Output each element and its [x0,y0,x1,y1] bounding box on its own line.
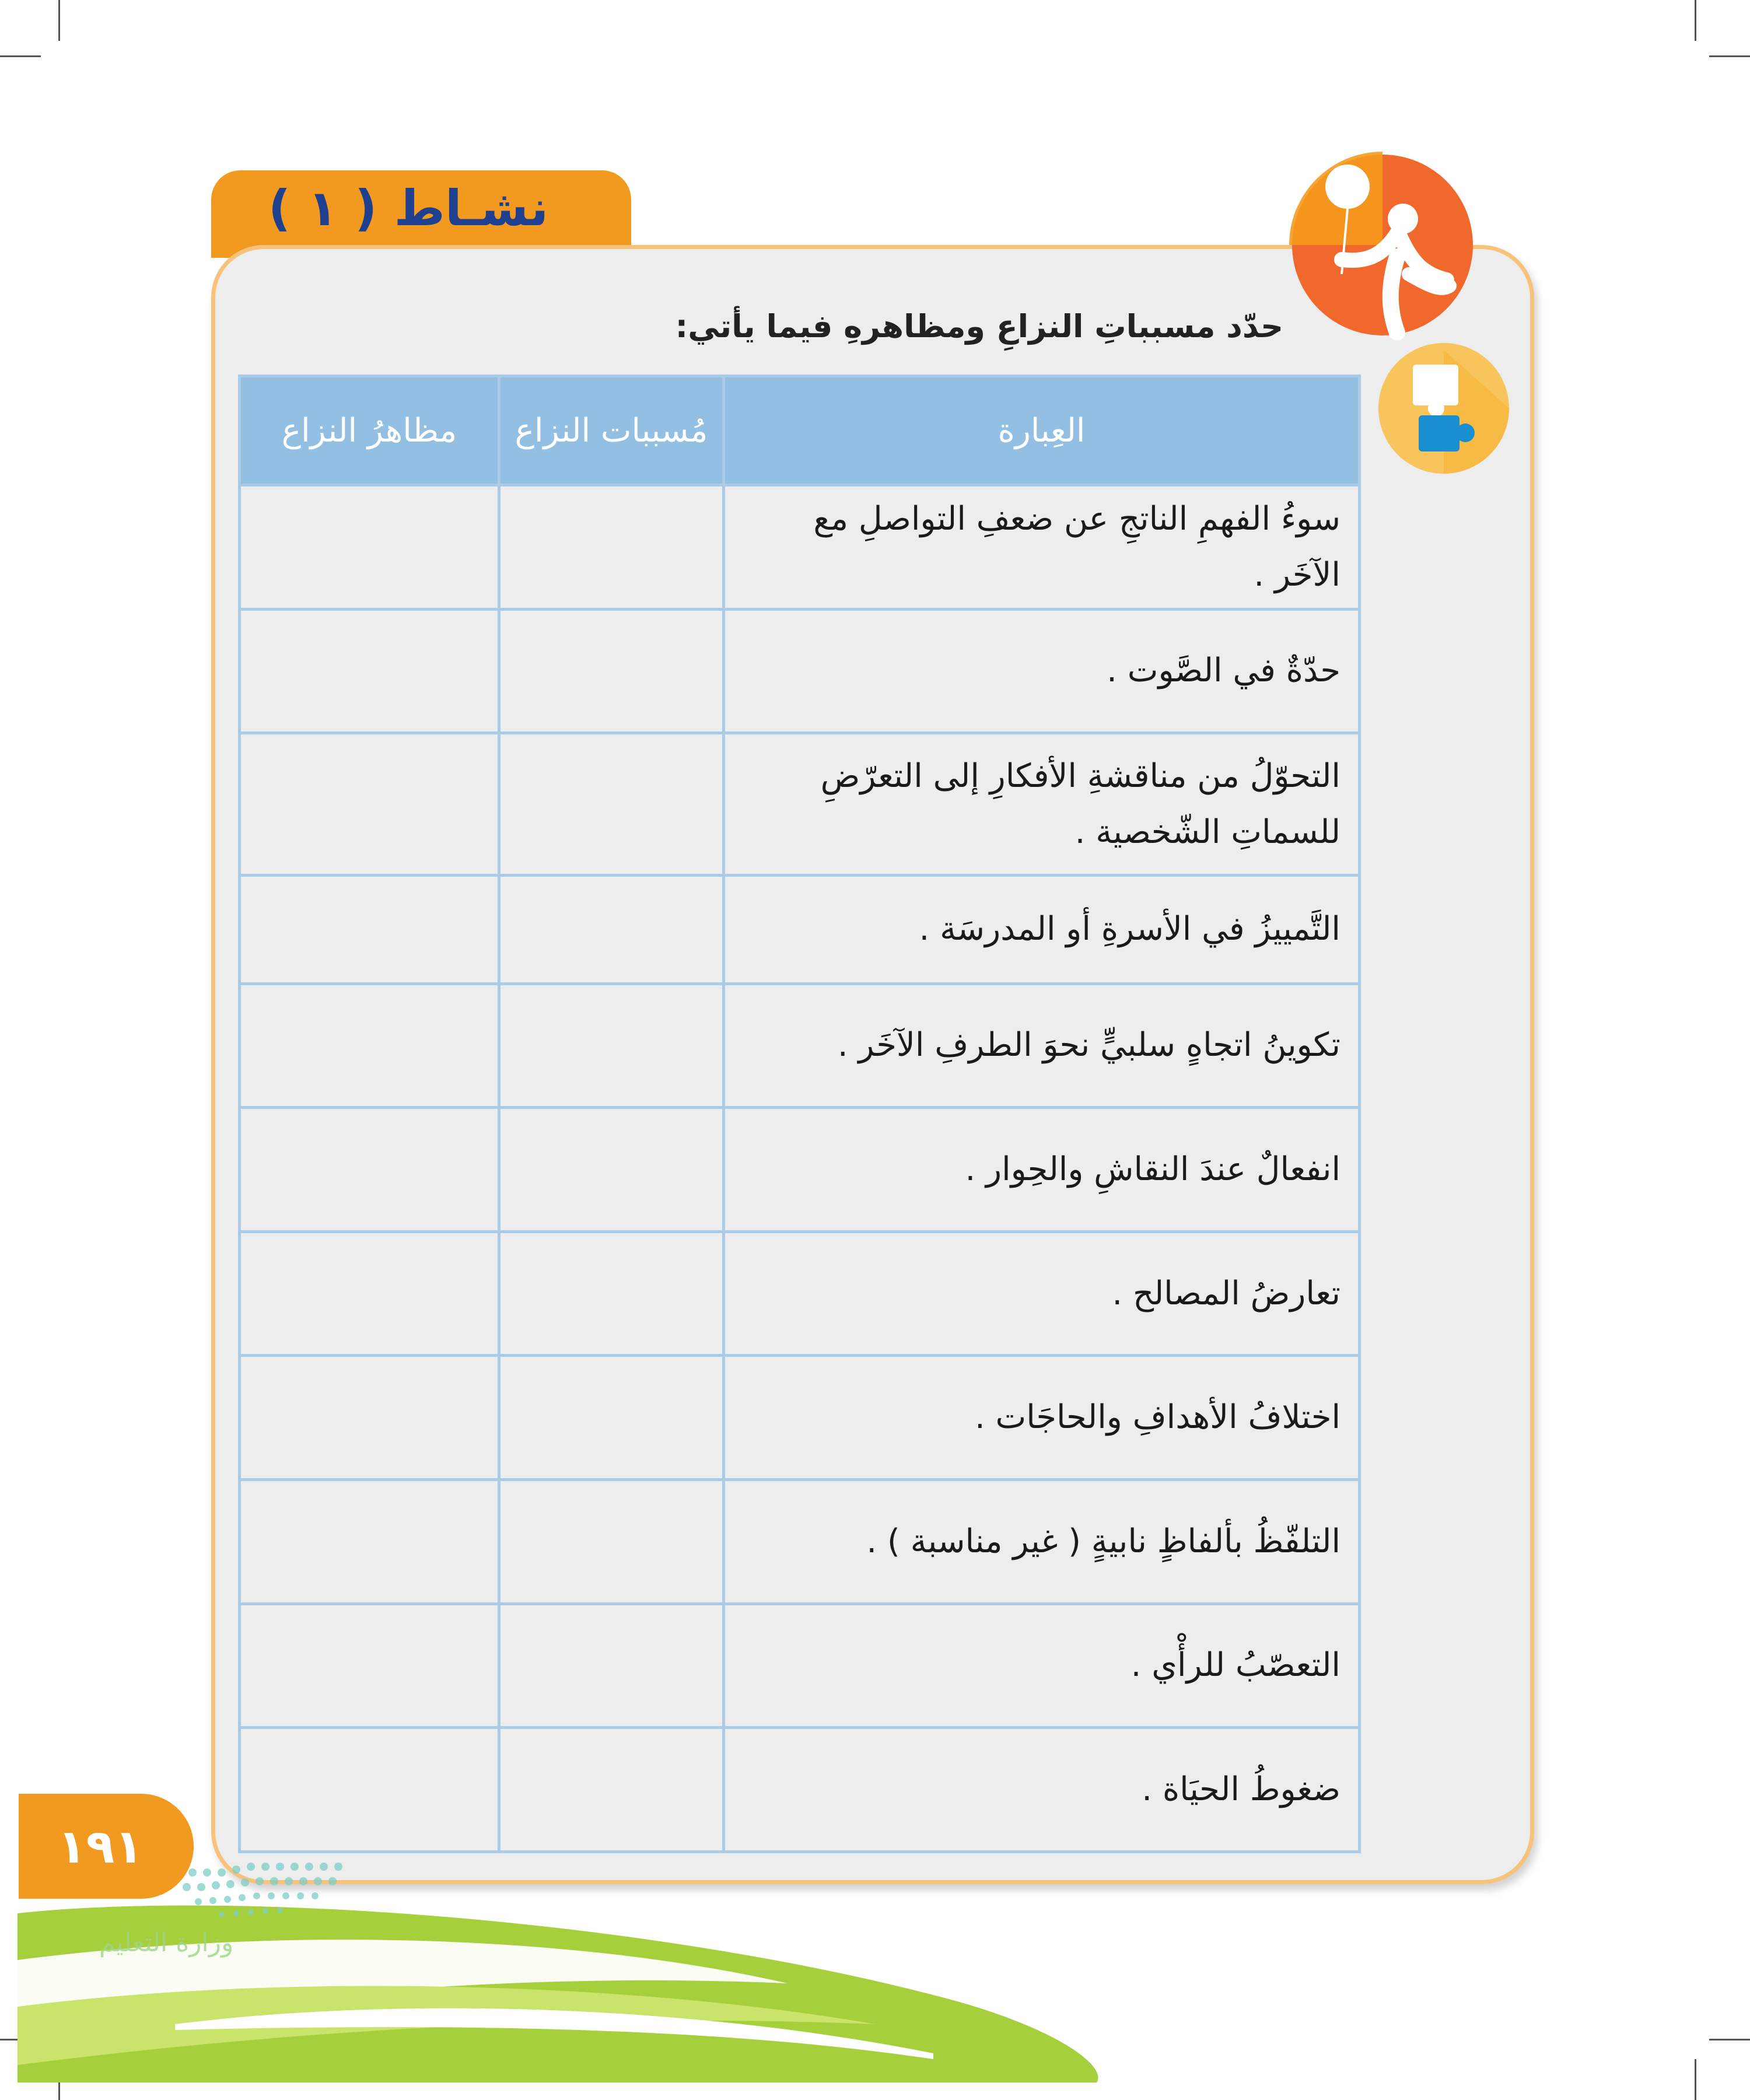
activity-title: نشـاط ( ١ ) [268,180,549,237]
statement-cell: التَّمييزُ في الأسرةِ أو المدرسَة . [724,875,1360,984]
statement-cell: انفعالٌ عندَ النقاشِ والحِوار . [724,1108,1360,1232]
statement-cell: ضغوطُ الحيَاة . [724,1728,1360,1852]
statement-cell: التلفّظُ بألفاظٍ نابيةٍ ( غير مناسبة ) . [724,1480,1360,1604]
page-number: ١٩١ [57,1819,144,1874]
statement-cell: سوءُ الفهمِ الناتجِ عن ضعفِ التواصلِ مع الآخَر . [724,485,1360,610]
header-signs: مظاهرُ النزاع [240,376,499,485]
statement-cell: حدّةٌ في الصَّوت . [724,609,1360,733]
statement-cell: تكوينُ اتجاهٍ سلبيٍّ نحوَ الطرفِ الآخَر . [724,984,1360,1108]
header-causes: مُسببات النزاع [499,376,724,485]
statement-cell: اختلافُ الأهدافِ والحاجَات . [724,1356,1360,1480]
statement-cell: التحوّلُ من مناقشةِ الأفكارِ إلى التعرّضِ للسماتِ الشّخصية . [724,733,1360,876]
header-statement: العِبارة [724,376,1360,485]
ministry-logo-text: وزارة التعليم [99,1928,234,1958]
statement-cell: التعصّبُ للرأْي . [724,1604,1360,1728]
activity-instruction: حدّد مسبباتِ النزاعِ ومظاهرهِ فيما يأتي: [675,308,1283,345]
statement-cell: تعارضُ المصالح . [724,1231,1360,1356]
